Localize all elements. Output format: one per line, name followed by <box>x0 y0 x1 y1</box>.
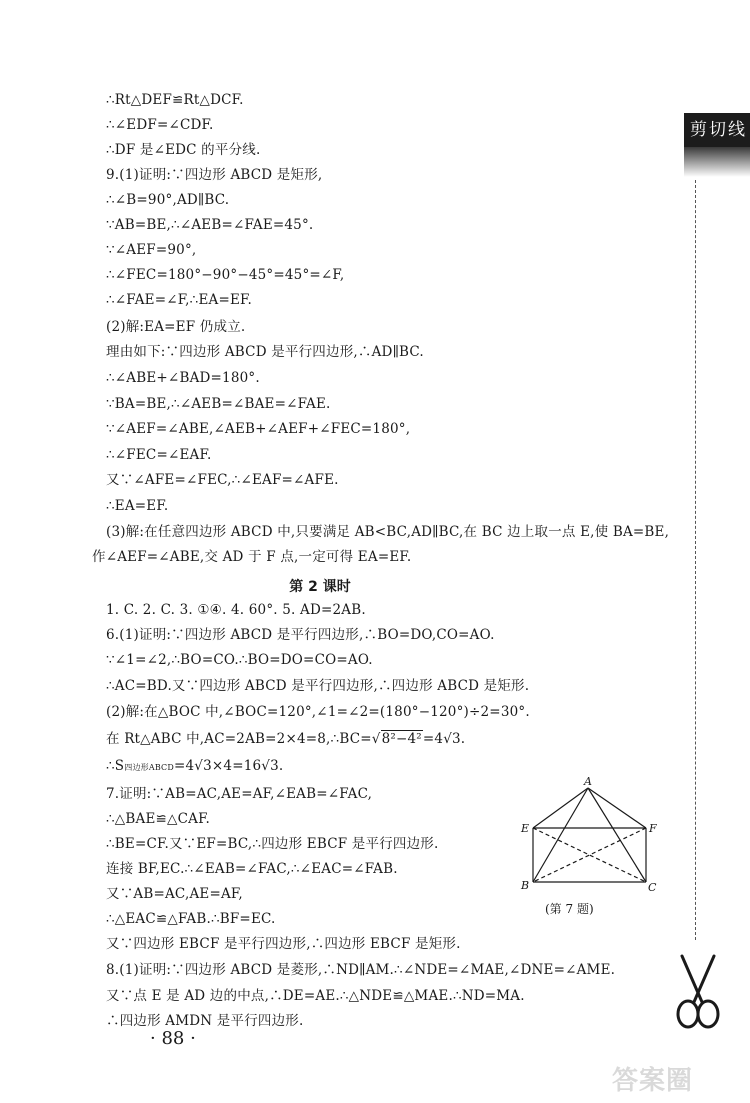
text-line: ∴△BAE≌△CAF. <box>106 811 211 827</box>
area-pre: ∴S <box>106 758 125 774</box>
segment-AB <box>533 788 588 882</box>
text-line: ∴∠FEC=∠EAF. <box>106 447 212 463</box>
text-line: (2)解:在△BOC 中,∠BOC=120°,∠1=∠2=(180°−120°)÷2=30°. <box>106 704 530 720</box>
text-line: ∵BA=BE,∴∠AEB=∠BAE=∠FAE. <box>106 396 331 412</box>
text-line: ∴∠B=90°,AD∥BC. <box>106 192 230 208</box>
label-E: E <box>521 822 530 835</box>
segment-AF <box>588 788 646 828</box>
text-line: ∴DF 是∠EDC 的平分线. <box>106 142 261 158</box>
cut-line-tab: 剪切线 <box>684 113 750 147</box>
cut-dashed-line <box>695 180 696 940</box>
label-B: B <box>521 879 530 892</box>
text-line: ∴∠ABE+∠BAD=180°. <box>106 370 260 386</box>
text-line: ∴BE=CF.又∵EF=BC,∴四边形 EBCF 是平行四边形. <box>106 836 439 852</box>
text-line: 7.证明:∵AB=AC,AE=AF,∠EAB=∠FAC, <box>106 786 373 802</box>
text-line: 1. C. 2. C. 3. ①④. 4. 60°. 5. AD=2AB. <box>106 602 366 618</box>
figure-problem-7 <box>510 775 670 900</box>
text-line: 9.(1)证明:∵四边形 ABCD 是矩形, <box>106 167 323 183</box>
cut-line-gradient <box>684 147 750 177</box>
text-line: ∴△EAC≌△FAB.∴BF=EC. <box>106 911 276 927</box>
rt-post: =4√3. <box>422 731 466 747</box>
section-title: 第 2 课时 <box>289 579 351 595</box>
text-line: ∴AC=BD.又∵四边形 ABCD 是平行四边形,∴四边形 ABCD 是矩形. <box>106 678 530 694</box>
text-line: ∴Rt△DEF≌Rt△DCF. <box>106 92 244 108</box>
rt-pre: 在 Rt△ABC 中,AC=2AB=2×4=8,∴BC= <box>106 731 372 747</box>
area-post: =4√3×4=16√3. <box>174 758 284 774</box>
text-line: ∴四边形 AMDN 是平行四边形. <box>106 1013 304 1029</box>
rt-sqrt: 8²−4² <box>381 731 422 747</box>
label-C: C <box>648 881 657 894</box>
text-line: ∴EA=EF. <box>106 498 169 514</box>
text-line: ∵∠AEF=∠ABE,∠AEB+∠AEF+∠FEC=180°, <box>106 421 411 437</box>
segment-AE <box>533 788 588 828</box>
text-line-area <box>106 757 283 777</box>
text-line: (2)解:EA=EF 仍成立. <box>106 319 246 335</box>
page-number: · 88 · <box>150 1028 196 1049</box>
text-line: 连接 BF,EC.∴∠EAB=∠FAC,∴∠EAC=∠FAB. <box>106 861 398 877</box>
text-line: 又∵AB=AC,AE=AF, <box>106 886 243 902</box>
scissors-icon <box>668 952 728 1032</box>
text-line: 又∵点 E 是 AD 边的中点,∴DE=AE.∴△NDE≌△MAE.∴ND=MA. <box>106 988 525 1004</box>
text-line: ∴∠EDF=∠CDF. <box>106 117 214 133</box>
text-line: ∴∠FAE=∠F,∴EA=EF. <box>106 292 252 308</box>
figure-caption: (第 7 题) <box>545 902 594 916</box>
text-line: 又∵四边形 EBCF 是平行四边形,∴四边形 EBCF 是矩形. <box>106 936 461 952</box>
text-line: (3)解:在任意四边形 ABCD 中,只要满足 AB<BC,AD∥BC,在 BC 边上取一点 E,使 BA=BE, <box>106 524 670 540</box>
text-line: ∵AB=BE,∴∠AEB=∠FAE=45°. <box>106 217 314 233</box>
text-line: 又∵∠AFE=∠FEC,∴∠EAF=∠AFE. <box>106 472 339 488</box>
text-line: ∴∠FEC=180°−90°−45°=45°=∠F, <box>106 267 345 283</box>
label-F: F <box>649 822 657 835</box>
text-line: 作∠AEF=∠ABE,交 AD 于 F 点,一定可得 EA=EF. <box>92 549 412 565</box>
text-line: 6.(1)证明:∵四边形 ABCD 是平行四边形,∴BO=DO,CO=AO. <box>106 627 495 643</box>
watermark: 答案圈 <box>612 1066 694 1096</box>
area-sub: 四边形ABCD <box>124 763 174 772</box>
text-line: 8.(1)证明:∵四边形 ABCD 是菱形,∴ND∥AM.∴∠NDE=∠MAE,∠DNE=∠AME. <box>106 962 616 978</box>
text-line-rt: 在 Rt△ABC 中,AC=2AB=2×4=8,∴BC=√8²−4²=4√3. <box>106 731 466 747</box>
label-A: A <box>584 775 592 788</box>
text-line: 理由如下:∵四边形 ABCD 是平行四边形,∴AD∥BC. <box>106 344 424 360</box>
text-line: ∵∠AEF=90°, <box>106 242 197 258</box>
text-line: ∵∠1=∠2,∴BO=CO.∴BO=DO=CO=AO. <box>106 652 373 668</box>
